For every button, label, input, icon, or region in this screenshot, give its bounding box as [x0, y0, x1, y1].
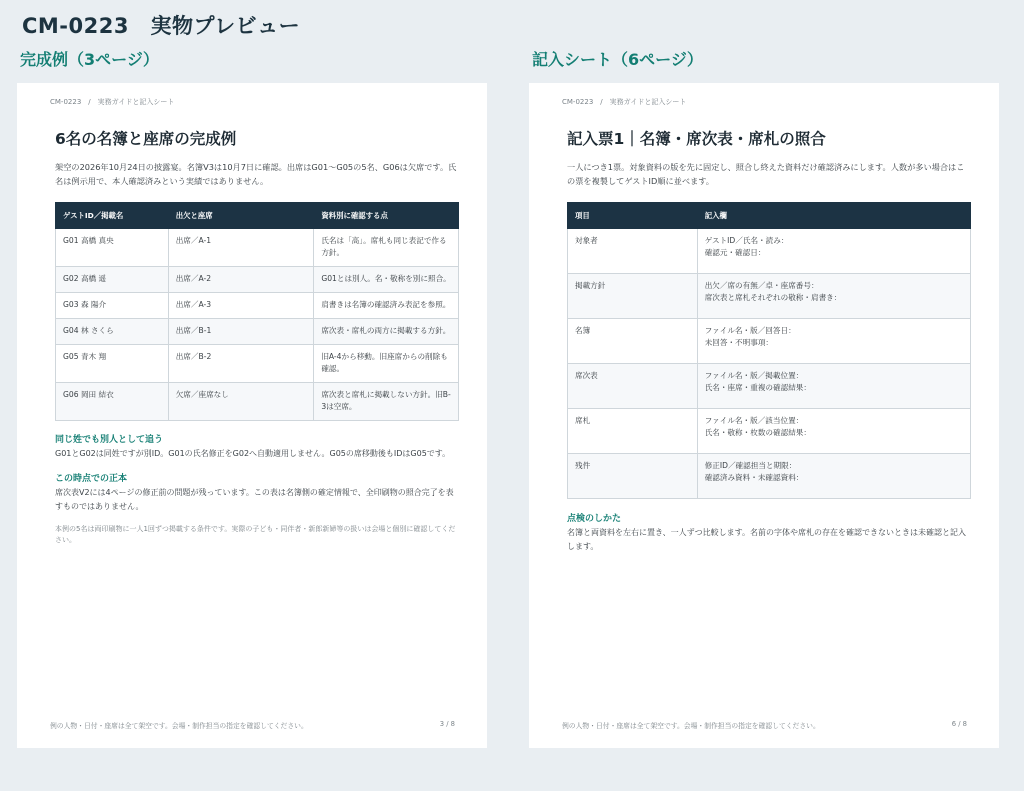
page-heading: 6名の名簿と座席の完成例: [55, 130, 237, 148]
table-cell: 対象者: [568, 229, 698, 274]
entry-form-table: [567, 202, 971, 499]
page-number: 3 / 8: [439, 720, 455, 728]
table-cell: 欠席／座席なし: [168, 383, 314, 421]
table-header-row: [56, 203, 459, 229]
table-row: [568, 364, 971, 409]
table-cell: 肩書きは名簿の確認済み表記を参照。: [314, 293, 459, 319]
table-cell: 氏名は「高」。席札も同じ表記で作る方針。: [314, 229, 459, 267]
table-row: [568, 409, 971, 454]
table-row: [56, 345, 459, 383]
table-cell: 席次表と席札に掲載しない方針。旧B-3は空席。: [314, 383, 459, 421]
table-header-row: [568, 203, 971, 229]
table-row: [56, 229, 459, 267]
table-cell: G01とは別人。名・敬称を別に照合。: [314, 267, 459, 293]
column-header: 項目: [568, 203, 698, 229]
table-cell: G06 岡田 結衣: [56, 383, 169, 421]
table-cell: 席札: [568, 409, 698, 454]
paragraph-master-record: 席次表V2には4ページの修正前の問題が残っています。この表は名簿側の確定情報で、全印刷物の照合完了を表すものではありません。: [55, 488, 454, 511]
form-field[interactable]: 修正ID／確認担当と期限： 確認済み資料・未確認資料：: [697, 454, 970, 499]
subheading-same-surname: 同じ姓でも別人として追う: [55, 435, 164, 445]
table-cell: G05 青木 翔: [56, 345, 169, 383]
subheading-master-record: この時点での正本: [55, 474, 128, 484]
page-footer: [50, 720, 455, 730]
table-row: [56, 383, 459, 421]
table-cell: 名簿: [568, 319, 698, 364]
form-field[interactable]: ファイル名・版／掲載位置： 氏名・座席・重複の確認結果：: [697, 364, 970, 409]
table-cell: 席次表: [568, 364, 698, 409]
page-footer: [562, 720, 967, 730]
footer-text: 例の人物・日付・座席は全て架空です。会場・制作担当の指定を確認してください。: [562, 722, 820, 730]
breadcrumb: CM-0223 / 実務ガイドと記入シート: [562, 98, 687, 106]
footer-text: 例の人物・日付・座席は全て架空です。会場・制作担当の指定を確認してください。: [50, 722, 308, 730]
preview-page-3: [17, 83, 487, 748]
table-row: [56, 267, 459, 293]
subheading-how-to-check: 点検のしかた: [567, 514, 622, 524]
table-cell: 掲載方針: [568, 274, 698, 319]
table-row: [56, 293, 459, 319]
column-header: 出欠と座席: [168, 203, 314, 229]
table-row: [56, 319, 459, 345]
table-cell: 旧A-4から移動。旧座席からの削除も確認。: [314, 345, 459, 383]
preview-page-6: [529, 83, 999, 748]
table-cell: 出席／A-3: [168, 293, 314, 319]
page-title: CM-0223 実物プレビュー: [22, 14, 301, 38]
column-header: 資料別に確認する点: [314, 203, 459, 229]
table-row: [568, 229, 971, 274]
form-field[interactable]: ファイル名・版／該当位置： 氏名・敬称・枚数の確認結果：: [697, 409, 970, 454]
intro-text: 架空の2026年10月24日の披露宴。名簿V3は10月7日に確認。出席はG01〜G05の5名、G06は欠席です。氏名は例示用で、本人確認済みという実績ではありません。: [55, 162, 457, 186]
footnote: 本例の5名は両印刷物に一人1回ずつ掲載する条件です。実際の子ども・同伴者・新郎新婦等の扱いは会場と個別に確認してください。: [55, 525, 456, 544]
table-cell: G02 高橋 遥: [56, 267, 169, 293]
table-row: [568, 274, 971, 319]
table-cell: 出席／B-1: [168, 319, 314, 345]
table-cell: 出席／A-2: [168, 267, 314, 293]
paragraph-same-surname: G01とG02は同姓ですが別ID。G01の氏名修正をG02へ自動適用しません。G05の席移動後もIDはG05です。: [55, 449, 451, 458]
table-cell: 席次表・席札の両方に掲載する方針。: [314, 319, 459, 345]
section-title-left: 完成例（3ページ）: [20, 50, 159, 69]
table-row: [568, 319, 971, 364]
table-cell: 出席／B-2: [168, 345, 314, 383]
table-cell: G04 林 さくら: [56, 319, 169, 345]
column-header: ゲストID／掲載名: [56, 203, 169, 229]
table-cell: 出席／A-1: [168, 229, 314, 267]
breadcrumb: CM-0223 / 実務ガイドと記入シート: [50, 98, 175, 106]
intro-text: 一人につき1票。対象資料の版を先に固定し、照合し終えた資料だけ確認済みにします。人数が多い場合はこの票を複製してゲストID順に並べます。: [567, 162, 965, 186]
table-cell: G01 高橋 真央: [56, 229, 169, 267]
guest-seat-table: [55, 202, 459, 421]
form-field[interactable]: 出欠／席の有無／卓・座席番号： 席次表と席札それぞれの敬称・肩書き：: [697, 274, 970, 319]
table-row: [568, 454, 971, 499]
table-cell: G03 森 陽介: [56, 293, 169, 319]
paragraph-how-to-check: 名簿と両資料を左右に置き、一人ずつ比較します。名前の字体や席札の存在を確認できないときは未確認と記入します。: [567, 528, 967, 551]
page-heading: 記入票1｜名簿・席次表・席札の照合: [567, 130, 826, 148]
page-number: 6 / 8: [951, 720, 967, 728]
column-header: 記入欄: [697, 203, 970, 229]
form-field[interactable]: ファイル名・版／回答日： 未回答・不明事項：: [697, 319, 970, 364]
form-field[interactable]: ゲストID／氏名・読み： 確認元・確認日：: [697, 229, 970, 274]
table-cell: 残件: [568, 454, 698, 499]
section-title-right: 記入シート（6ページ）: [532, 50, 703, 69]
